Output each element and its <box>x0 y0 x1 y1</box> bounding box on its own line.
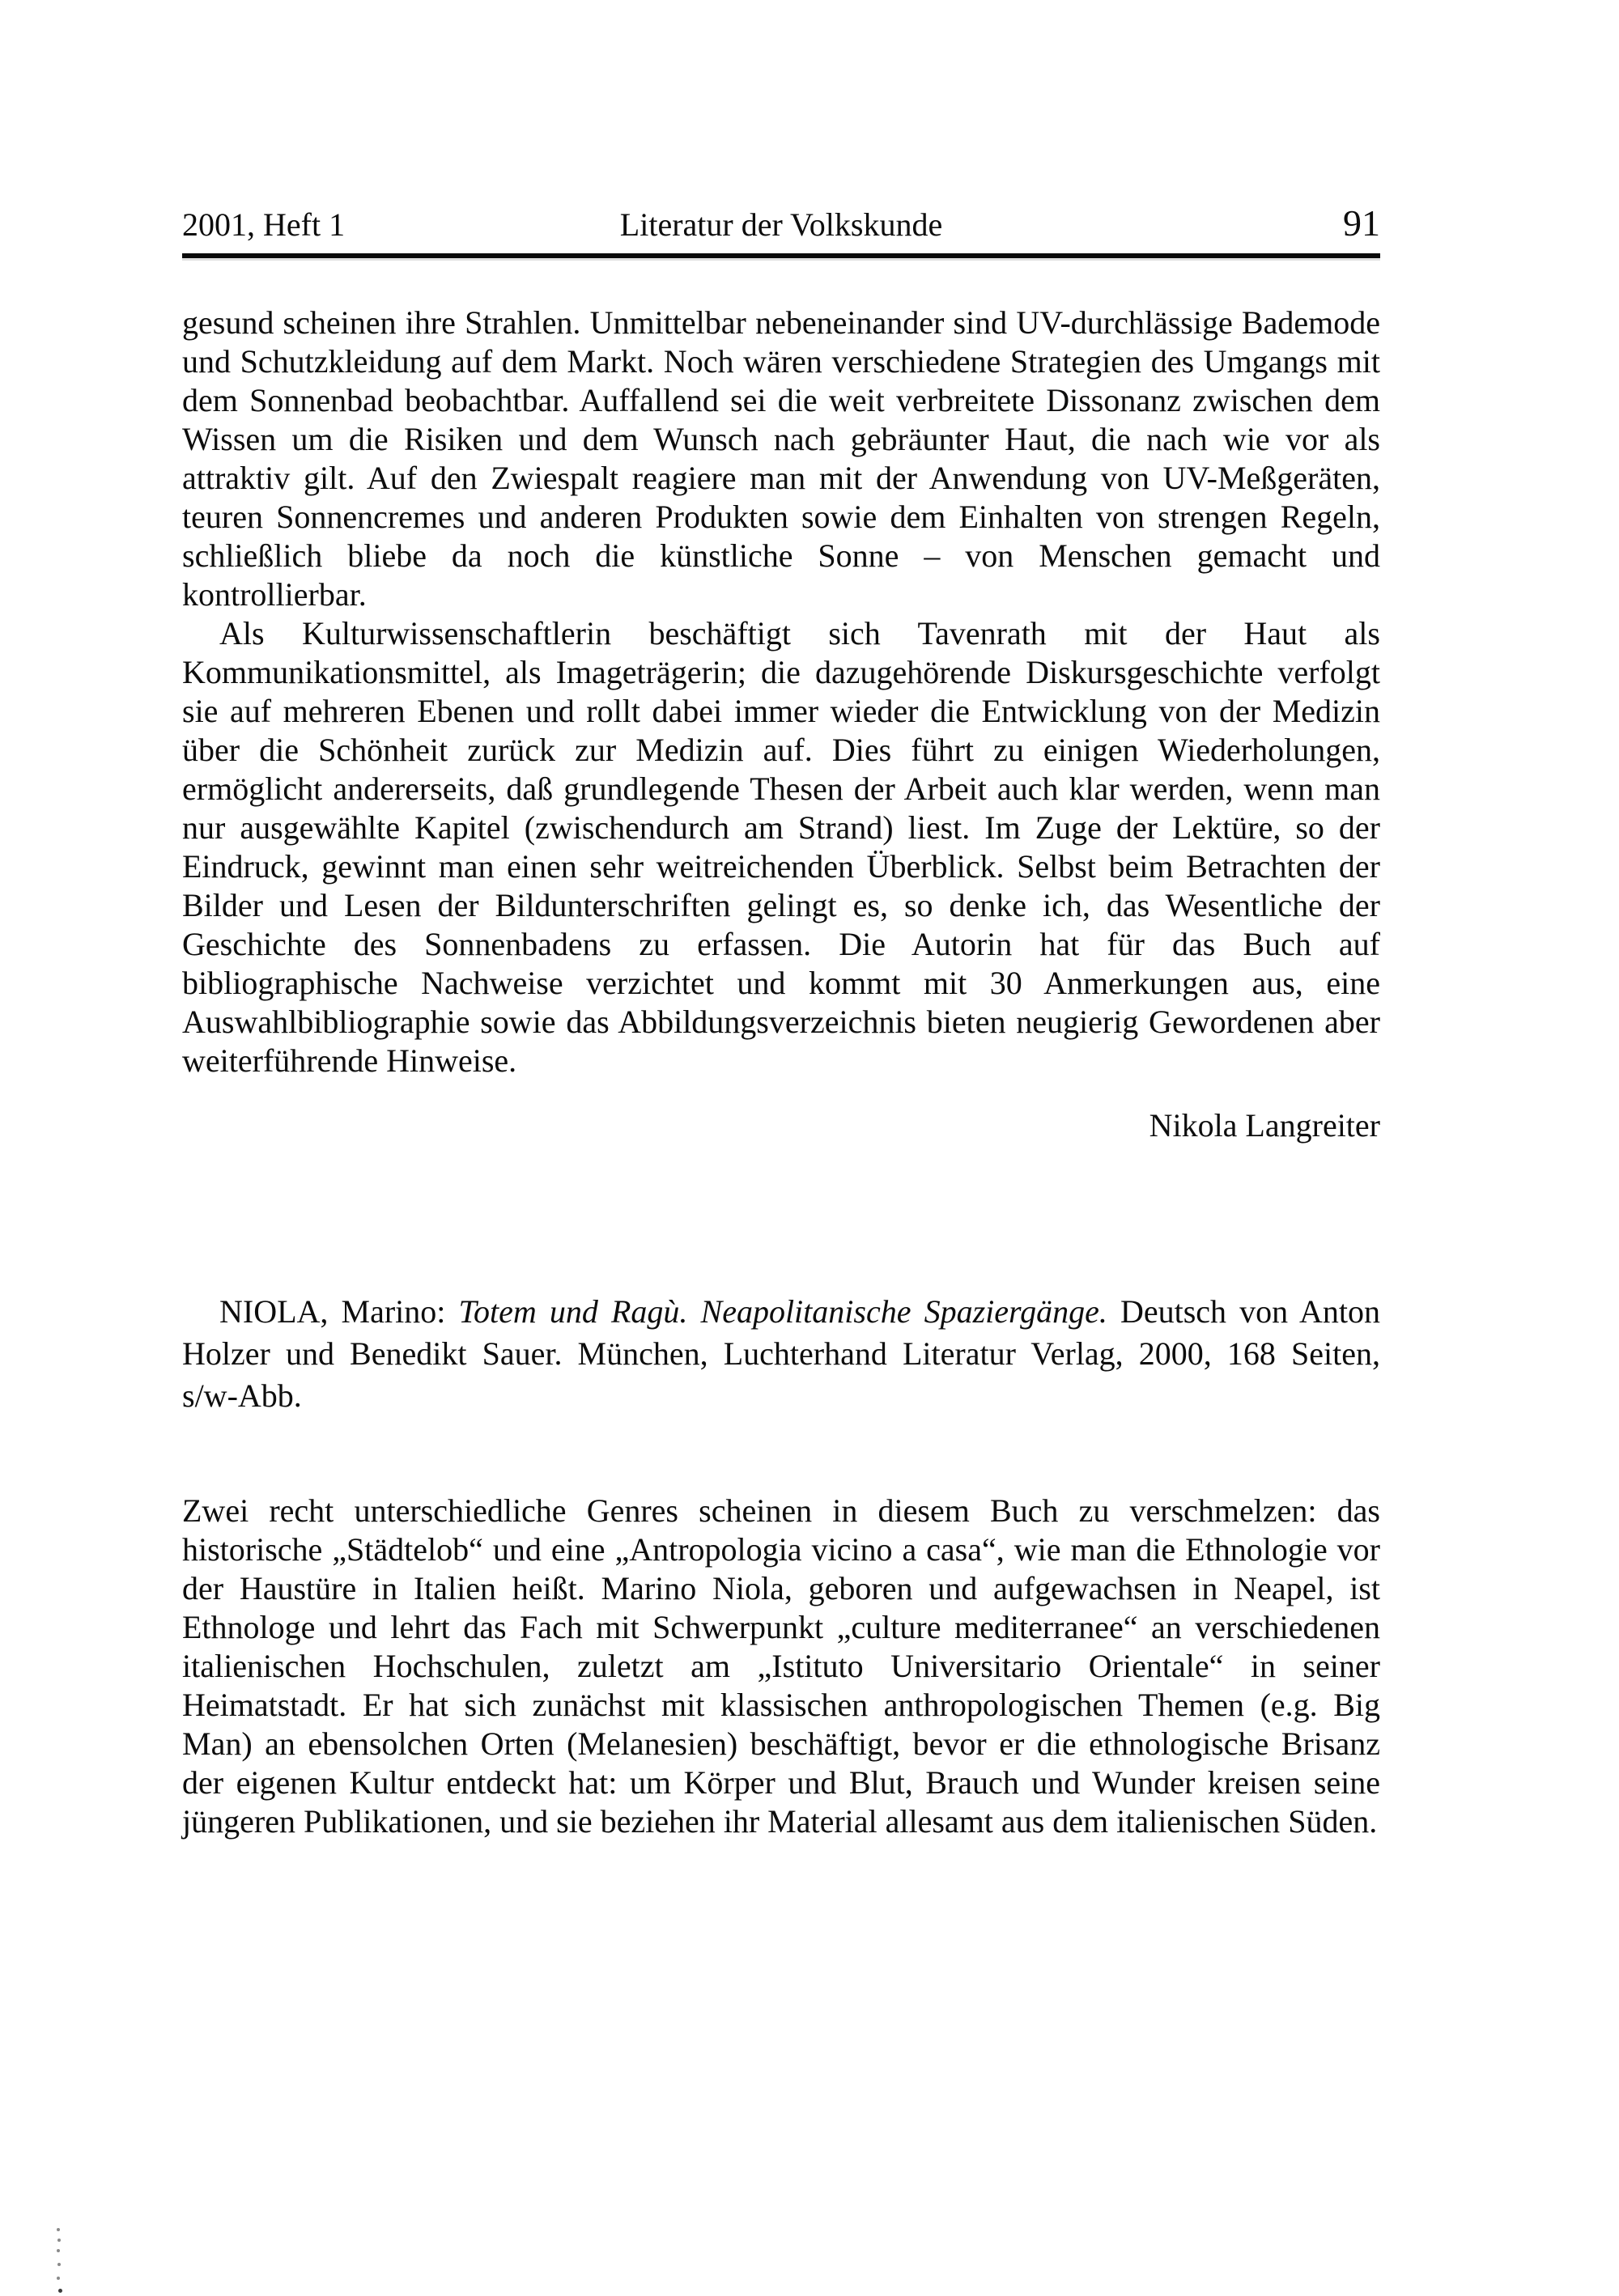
page-number: 91 <box>1343 202 1380 244</box>
citation-author: NIOLA, Marino: <box>219 1293 459 1330</box>
review-tavenrath-paragraph-2: Als Kulturwissenschaftlerin beschäftigt sich Tavenrath mit der Haut als Kommunikationsmittel, als Imageträgerin; die dazugehörende Diskursgeschichte verfolgt sie auf mehreren Ebenen und rollt dabei immer wieder die Entwicklung von der Medizin über die Schönheit zurück zur Medizin auf. Dies führt zu einigen Wiederholungen, ermöglicht andererseits, daß grundlegende Thesen der Arbeit auch klar werden, wenn man nur ausgewählte Kapitel (zwischendurch am Strand) liest. Im Zuge der Lektüre, so der Eindruck, gewinnt man einen sehr weitreichenden Überblick. Selbst beim Betrachten der Bilder und Lesen der Bildunterschriften gelingt es, so denke ich, das Wesentliche der Geschichte des Sonnenbadens zu erfassen. Die Autorin hat für das Buch auf bibliographische Nachweise verzichtet und kommt mit 30 Anmerkungen aus, eine Auswahlbibliographie sowie das Abbildungsverzeichnis bieten neugierig Gewordenen aber weiterführende Hinweise. <box>182 615 1380 1079</box>
review-niola-paragraph-1: Zwei recht unterschiedliche Genres scheinen in diesem Buch zu verschmelzen: das historische „Städtelob“ und eine „Antropologia vicino a casa“, wie man die Ethnologie vor der Haustüre in Italien heißt. Marino Niola, geboren und aufgewachsen in Neapel, ist Ethnologe und lehrt das Fach mit Schwerpunkt „culture mediterranee“ an verschiedenen italienischen Hochschulen, zuletzt am „Istituto Universitario Orientale“ in seiner Heimatstadt. Er hat sich zunächst mit klassischen anthropologischen Themen (e.g. Big Man) an ebensolchen Orten (Melanesien) beschäftigt, bevor er die ethnologische Brisanz der eigenen Kultur entdeckt hat: um Körper und Blut, Brauch und Wunder kreisen seine jüngeren Publikationen, und sie beziehen ihr Material allesamt aus dem italienischen Süden. <box>182 1492 1380 1840</box>
scan-speck <box>57 2277 60 2280</box>
book-citation <box>182 1291 1380 1417</box>
scan-speck <box>57 2249 60 2252</box>
text-column <box>182 202 1380 1841</box>
header-rule <box>182 253 1380 258</box>
scan-speck <box>57 2263 61 2266</box>
scan-speck <box>58 2289 62 2293</box>
reviewer-signature: Nikola Langreiter <box>1149 1107 1380 1144</box>
citation-publisher-info: Deutsch von Anton Holzer und Benedikt Sauer. München, Luchterhand Literatur Verlag, 2000, 168 Seiten, s/w-Abb. <box>182 1293 1380 1414</box>
journal-issue-label: 2001, Heft 1 <box>182 206 346 243</box>
running-title: Literatur der Volkskunde <box>619 206 943 243</box>
citation-book-title: Totem und Ragù. Neapolitanische Spaziergänge. <box>458 1293 1107 1330</box>
scan-speck <box>57 2239 61 2242</box>
page-header <box>182 202 1380 244</box>
scan-speck <box>57 2228 60 2231</box>
review-tavenrath-paragraph-1: gesund scheinen ihre Strahlen. Unmittelbar nebeneinander sind UV-durchlässige Bademode und Schutzkleidung auf dem Markt. Noch wären verschiedene Strategien des Umgangs mit dem Sonnenbad beobachtbar. Auffallend sei die weit verbreitete Dissonanz zwischen dem Wissen um die Risiken und dem Wunsch nach gebräunter Haut, die nach wie vor als attraktiv gilt. Auf den Zwiespalt reagiere man mit der Anwendung von UV-Meßgeräten, teuren Sonnencremes und anderen Produkten sowie dem Einhalten von strengen Regeln, schließlich bliebe da noch die künstliche Sonne – von Menschen gemacht und kontrollierbar. <box>182 304 1380 613</box>
